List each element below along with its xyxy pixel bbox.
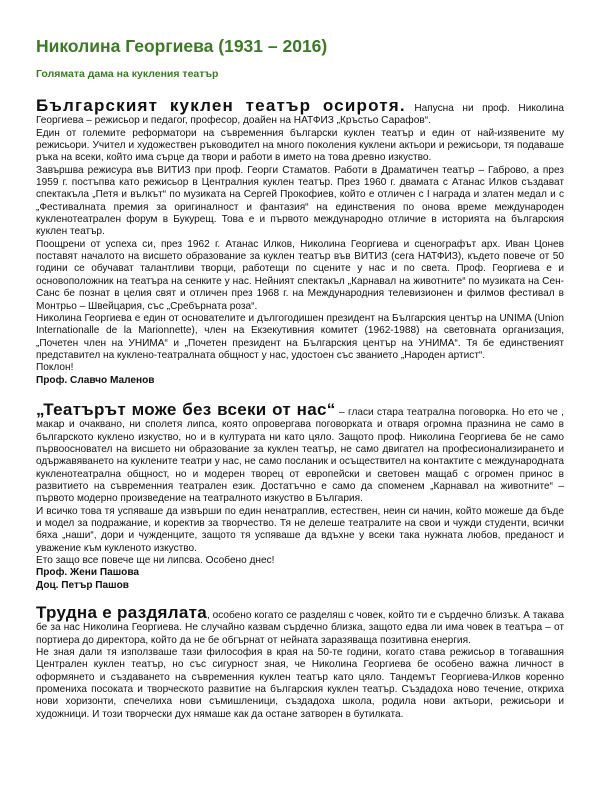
tribute-section-farewell bbox=[36, 605, 564, 721]
section-heading: Трудна е раздялата bbox=[36, 603, 207, 623]
paragraph bbox=[36, 98, 564, 128]
paragraph: Николина Георгиева е един от основателите и дългогодишен президент на Българския център на UNIMA (Union Internationalle de la Marionnette), член на Екзекутивния комитет (1962-1988) на световната организация, „Почетен член на УНИМА“ и „Почетен президент на Българския център на УНИМА“. Тя бе единственият представител на куклено-театралната общност у нас, удостоен със званието „Народен артист“. bbox=[36, 312, 564, 361]
paragraph: Поклон! bbox=[36, 362, 74, 374]
page-subtitle: Голямата дама на кукления театър bbox=[36, 68, 219, 80]
paragraph: Ето защо все повече ще ни липсва. Особено днес! bbox=[36, 555, 275, 567]
page-title: Николина Георгиева (1931 – 2016) bbox=[36, 36, 328, 56]
paragraph: Поощрени от успеха си, през 1962 г. Атанас Илков, Николина Георгиева и сценографът арх. Иван Цонев поставят началото на висшето образование за куклен театър във ВИТИЗ (сега НАТФИЗ), където повече от 50 години се обучават талантливи творци, работещи по сцените у нас и по света. Проф. Георгиева е и основоположник на театъра на сенките у нас. Нейният спектакъл „Карнавал на животните“ по музиката на Сен-Санс бе познат в целия свят и отличен през 1968 г. на Международния телевизионен и филмов фестивал в Монтрьо – Швейцария, със „Сребърната роза“. bbox=[36, 238, 564, 312]
paragraph bbox=[36, 605, 564, 647]
signature: Проф. Славчо Маленов bbox=[36, 374, 155, 386]
paragraph: Един от големите реформатори на съвременния български куклен театър и един от най-изявените му режисьори. Учител и художествен ръководител на много поколения куклени актьори и режисьори, тя подаваше ръка на всеки, който има сърце да твори и работи в името на това древно изкуство. bbox=[36, 127, 564, 164]
paragraph: Не зная дали тя използваше тази философия в края на 50-те години, когато става режисьор в тогавашния Централен куклен театър, но със сигурност зная, че Николина Георгиева бе особено важна личност в оформянето и създаването на съвременния куклен театър като цяло. Тандемът Георгиева-Илков коренно промениха посоката и творческото развитие на българския куклен театър. Създадоха ново течение, откриха нови хоризонти, спечелиха нови съмишленици, създадоха школа, родила нови актьори, режисьори и художници. И този творчески дух нямаше как да остане затворен в бутилката. bbox=[36, 647, 564, 720]
tribute-section-malenov bbox=[36, 98, 564, 387]
paragraph-text: – гласи стара театрална поговорка. Но ето че , макар и очаквано, ни сполетя липса, която опровергава поговорката и отваря огромна празнина не само в българското куклено изкуство, но и в културата ни като цяло. Защото проф. Николина Георгиева бе не само първоосновател на висшето ни образование за куклен театър, не само двигател на професионализирането и одържавяването на куклените театри у нас, не само посланик и осъществител на контактите с международната кукленотеатрална общност, но и модерен творец от европейски и световен мащаб с огромен принос в развитието на съвременния театрален език. Достатъчно е само да споменем „Карнавал на животните“ – първото модерно произведение на театралното изкуство в България. bbox=[36, 406, 564, 505]
section-heading: „Театърът може без всеки от нас“ bbox=[36, 399, 336, 419]
paragraph-text: Напусна ни проф. Николина Георгиева – режисьор и педагог, професор, доайен на НАТФИЗ „Кръстьо Сарафов“. bbox=[36, 103, 564, 127]
paragraph-text: , особено когато се разделяш с човек, който ти е сърдечно близък. А такава бе за нас Николина Георгиева. Не случайно казвам сърдечно близка, защото едва ли има човек в театъра – от портиера до директора, който да не бе обгърнат от нейната заразяваща позитивна енергия. bbox=[36, 610, 564, 646]
signature: Доц. Петър Пашов bbox=[36, 579, 129, 591]
tribute-section-pashovi bbox=[36, 399, 564, 592]
paragraph: И всичко това тя успяваше да извърши по един ненатраплив, естествен, неин си начин, който можеше да бъде и модел за подражание, и коректив за творчество. Тя не делеше театралите на свои и чужди студенти, всички бяха „наши“, дори и чужденците, защото тя успяваше да вдъхне у всеки така нужната любов, преданост и уважение към кукленото изкуство. bbox=[36, 505, 564, 554]
section-heading: Българският куклен театър осиротя. bbox=[36, 96, 406, 115]
article bbox=[36, 36, 564, 721]
signature: Проф. Жени Пашова bbox=[36, 567, 140, 579]
paragraph: Завършва режисура във ВИТИЗ при проф. Георги Стаматов. Работи в Драматичен театър – Габрово, а през 1959 г. постъпва като режисьор в Централния куклен театър. През 1960 г. двамата с Атанас Илков създават спектакъла „Петя и вълкът“ по музиката на Сергей Прокофиев, който е отличен с I награда и златен медал и с „Фестивалната премия за оригиналност и фантазия“ на единствения по онова време международен кукленотеатрален форум в Букурещ. Това е и първото международно отличие в историята на българския куклен театър. bbox=[36, 164, 564, 238]
paragraph bbox=[36, 399, 564, 506]
